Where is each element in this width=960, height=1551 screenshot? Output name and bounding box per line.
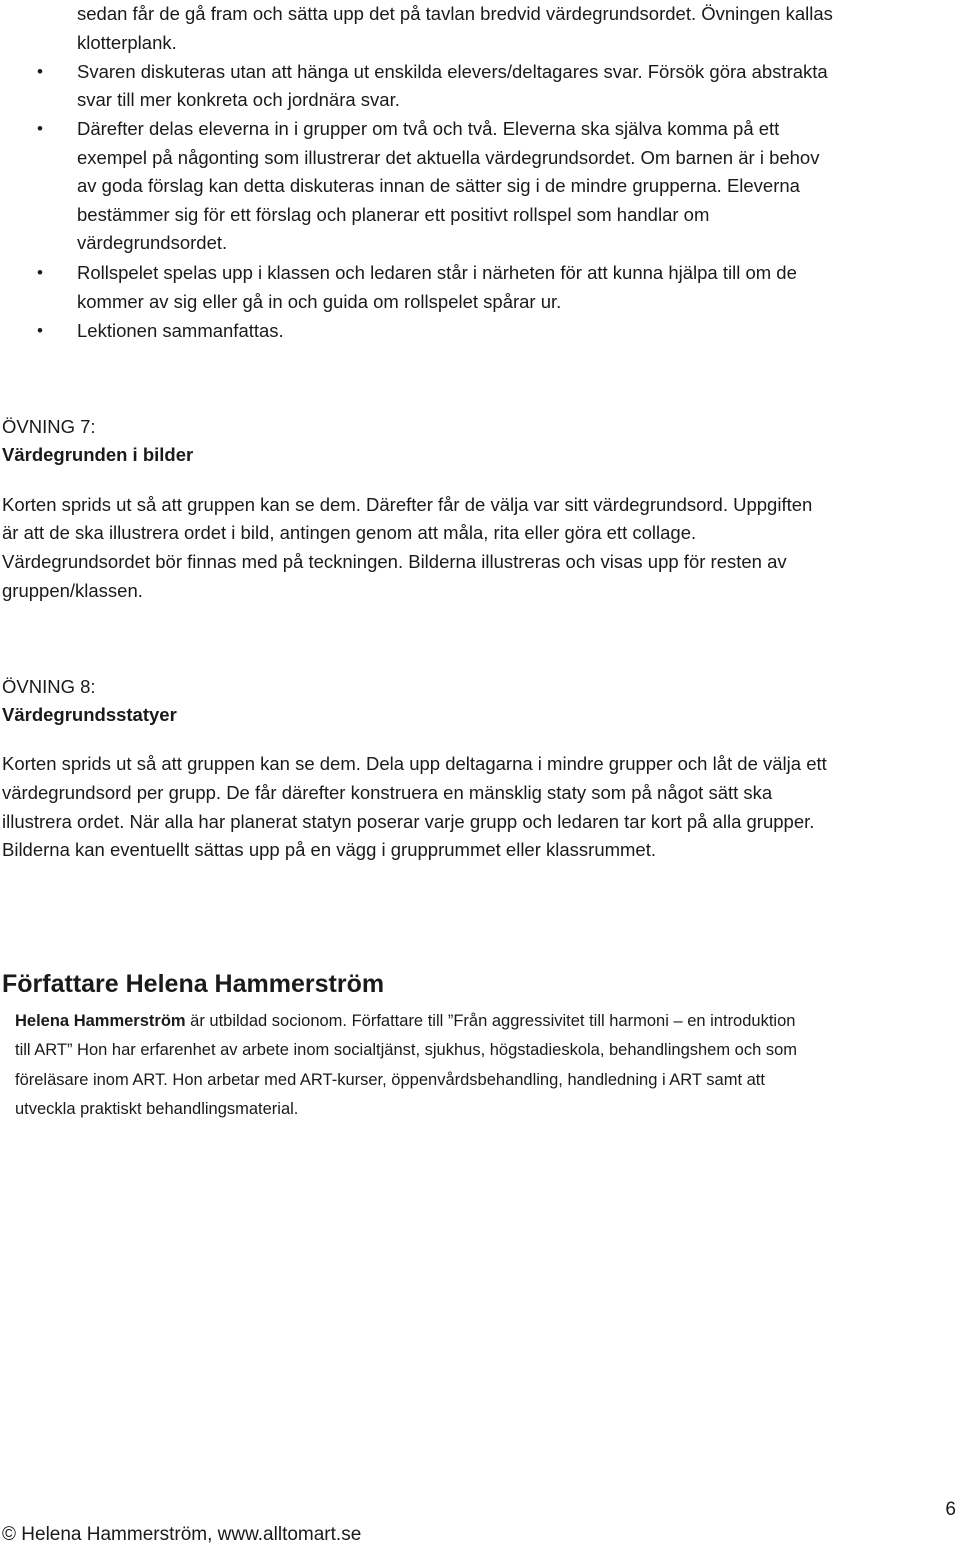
page-number: 6 — [945, 1499, 956, 1520]
exercise-7-title: Värdegrunden i bilder — [2, 444, 194, 465]
bullet-text-line: av goda förslag kan detta diskuteras innan de sätter sig i de mindre grupperna. Eleverna — [77, 175, 800, 196]
author-text-rest: är utbildad socionom. Författare till ”Från aggressivitet till harmoni – en introduktion — [185, 1012, 796, 1030]
bullet-text-line: Svaren diskuteras utan att hänga ut enskilda elevers/deltagares svar. Försök göra abstrakta — [77, 61, 828, 82]
author-heading: Författare Helena Hammerström — [2, 970, 385, 998]
exercise-7-text-line: Värdegrundsordet bör finnas med på teckningen. Bilderna illustreras och visas upp för resten av — [2, 551, 787, 572]
footer-copyright: © Helena Hammerström, www.alltomart.se — [2, 1524, 362, 1545]
bullet-text-line: svar till mer konkreta och jordnära svar. — [77, 89, 400, 110]
exercise-7-text-line: är att de ska illustrera ordet i bild, antingen genom att måla, rita eller göra ett collage. — [2, 522, 697, 543]
exercise-8-text-line: Bilderna kan eventuellt sättas upp på en vägg i grupprummet eller klassrummet. — [2, 839, 657, 860]
exercise-8-text-line: värdegrundsord per grupp. De får därefter konstruera en mänsklig staty som på något sätt ska — [2, 782, 773, 803]
intro-text-line: klotterplank. — [77, 32, 177, 53]
bullet-text-line: bestämmer sig för ett förslag och planerar ett positivt rollspel som handlar om — [77, 204, 710, 225]
exercise-7-text-line: Korten sprids ut så att gruppen kan se dem. Därefter får de välja var sitt värdegrundsord. Uppgiften — [2, 494, 813, 515]
bullet-icon: • — [37, 62, 43, 81]
author-text-line: till ART” Hon har erfarenhet av arbete inom socialtjänst, sjukhus, högstadieskola, behandlingshem och som — [15, 1041, 798, 1059]
bullet-text-line: Lektionen sammanfattas. — [77, 320, 284, 341]
exercise-8-title: Värdegrundsstatyer — [2, 704, 177, 725]
bullet-text-line: exempel på någonting som illustrerar det aktuella värdegrundsordet. Om barnen är i behov — [77, 147, 820, 168]
bullet-icon: • — [37, 321, 43, 340]
exercise-7-label: ÖVNING 7: — [2, 416, 96, 437]
author-text-line — [15, 1007, 795, 1036]
bullet-text-line: värdegrundsordet. — [77, 232, 228, 253]
author-text-line: utveckla praktiskt behandlingsmaterial. — [15, 1100, 299, 1118]
exercise-8-text-line: illustrera ordet. När alla har planerat statyn poserar varje grupp och ledaren tar kort på alla grupper. — [2, 811, 815, 832]
exercise-8-text-line: Korten sprids ut så att gruppen kan se dem. Dela upp deltagarna i mindre grupper och låt de välja ett — [2, 753, 827, 774]
bullet-icon: • — [37, 119, 43, 138]
exercise-7-text-line: gruppen/klassen. — [2, 580, 143, 601]
intro-text-line: sedan får de gå fram och sätta upp det på tavlan bredvid värdegrundsordet. Övningen kallas — [77, 3, 833, 24]
bullet-icon: • — [37, 263, 43, 282]
author-text-line: föreläsare inom ART. Hon arbetar med ART-kurser, öppenvårdsbehandling, handledning i ART samt att — [15, 1071, 765, 1089]
bullet-text-line: Rollspelet spelas upp i klassen och ledaren står i närheten för att kunna hjälpa till om de — [77, 262, 797, 283]
bullet-text-line: Därefter delas eleverna in i grupper om två och två. Eleverna ska själva komma på ett — [77, 118, 780, 139]
bullet-text-line: kommer av sig eller gå in och guida om rollspelet spårar ur. — [77, 291, 562, 312]
exercise-8-label: ÖVNING 8: — [2, 676, 96, 697]
author-name: Helena Hammerström — [15, 1012, 186, 1030]
